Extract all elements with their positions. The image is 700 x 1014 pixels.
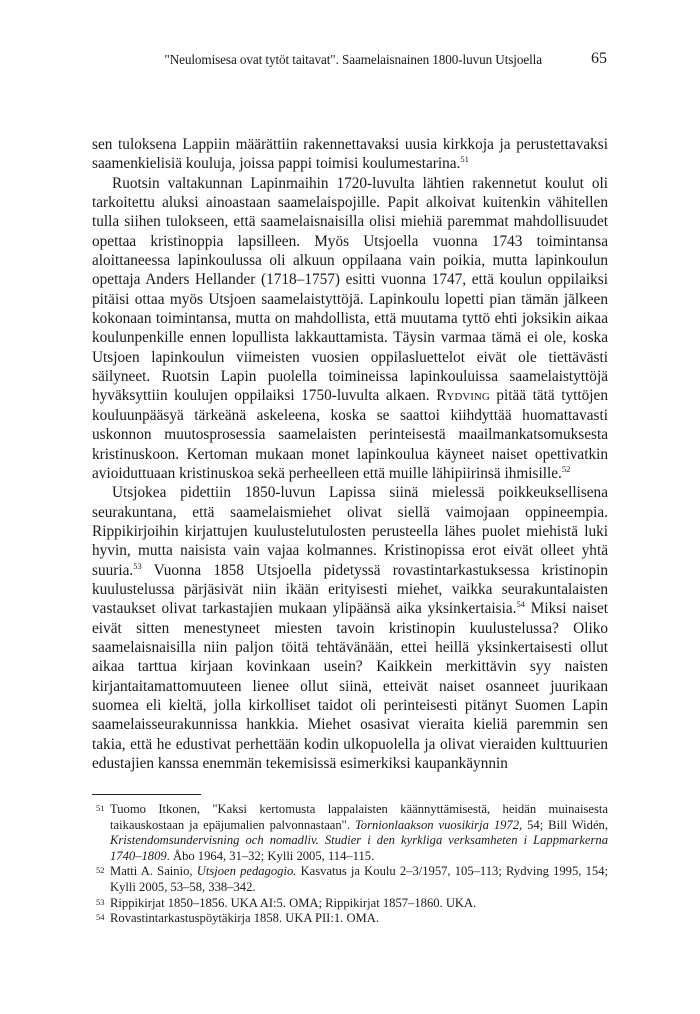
footnote-text: Rovastintarkastuspöytäkirja 1858. UKA PII:1. OMA. [110, 911, 379, 926]
footnote-number: 54 [96, 912, 105, 923]
footnote-text: Tuomo Itkonen, "Kaksi kertomusta lappalaisten käännyttämisestä, heidän muinaisesta taikauskostaan ja epäjumalien palvonnastaan". [110, 802, 608, 832]
paragraph [92, 135, 608, 174]
paragraph [92, 483, 608, 773]
running-header [0, 52, 700, 72]
footnotes [92, 802, 608, 927]
paragraph-text: Vuonna 1858 Utsjoella pidetyssä rovastintarkastuksessa kristinopin kuulustelussa pärjäsivät niin ikään erityisesti miehet, vaikka seurakuntalaisten vastaukset olivat tarkastajien mukaan ylipäänsä aika yksinkertaisia. [92, 561, 608, 618]
footnote-text: Kasvatus ja Koulu 2–3/1957, 105–113; Rydving 1995, 154; Kylli 2005, 53–58, 338–342. [110, 864, 608, 894]
footnote-text: Rippikirjat 1850–1856. UKA AI:5. OMA; Rippikirjat 1857–1860. UKA. [110, 895, 477, 910]
footnote-ref[interactable]: 52 [561, 463, 571, 474]
footnote-text: , 54; Bill Widén, [519, 817, 609, 832]
footnote-ref[interactable]: 51 [460, 154, 469, 165]
footnote-ref[interactable]: 53 [133, 560, 142, 571]
footnote-text: . Åbo 1964, 31–32; Kylli 2005, 114–115. [166, 848, 375, 863]
footnote-number: 51 [96, 803, 105, 813]
paragraph-text: Utsjokea pidettiin 1850-luvun Lapissa siinä mielessä poikkeuksellisena seurakuntana, että saamelaismiehet olivat siellä vaimojaan oppineempia. Rippikirjoihin kirjattujen kuulustelutulosten perusteella lähes puolet miehistä luki hyvin, mutta naisista vain vajaa kolmannes. Kristinopissa erot eivät olleet yhtä suuria. [92, 484, 608, 579]
footnote [92, 864, 608, 895]
footnote-text: Matti A. Sainio, [110, 864, 193, 879]
author-name: Rydving [436, 387, 490, 405]
paragraph-text: Miksi naiset eivät sitten menestyneet miesten tavoin kristinopin kuulustelussa? Oliko saamelaisnaisilla niin paljon töitä tehtävänään, ettei heillä yksinkertaisesti ollut aikaa tarttua kirjaan kovinkaan usein? Kaikkein merkittävin syy naisten kirjantaitamattomuuteen lienee ollut siinä, etteivät naiset osanneet juurikaan suomea eli kieltä, jolla kirkolliset taidot oli perinteisesti pitänyt Suomen Lapin saamelaisseurakunnissa hankkia. Miehet osasivat vieraita kieliä paremmin sen takia, että he edustivat perhettään kodin ulkopuolella ja olivat vieraiden kulttuurien edustajien kanssa enemmän tekemisissä esimerkiksi kaupankäynnin [92, 600, 608, 772]
body-text [92, 135, 608, 773]
paragraph-text: pitää tätä tyttöjen kouluunpääsyä tärkeänä askeleena, koska se saattoi kiihdyttää huomattavasti uskonnon muutosprosessia saamelaisten perinteisestä maailmankatsomuksesta kristinuskoon. Kertoman mukaan monet lapinkoulua käyneet naiset opettivatkin avioiduttuaan kristinuskoa sekä perheelleen että muille lähipiirinsä ihmisille. [92, 387, 608, 482]
footnote-number: 52 [96, 865, 105, 876]
footnote [92, 896, 608, 912]
footnote [92, 911, 608, 927]
footnote-title: Kristendomsundervisning och nomadliv. Studier i den kyrkliga verksamheten i Lappmarkerna 1740–1809 [110, 833, 608, 863]
footnote [92, 802, 608, 864]
footnote-divider [92, 794, 201, 795]
page-number: 65 [591, 50, 607, 67]
footnote-title: Utsjoen pedagogio. [196, 864, 297, 879]
running-title: "Neulomisesa ovat tytöt taitavat". Saamelaisnainen 1800-luvun Utsjoella [164, 52, 542, 67]
paragraph-text: sen tuloksena Lappiin määrättiin rakennettavaksi uusia kirkkoja ja perustettavaksi saamenkielisiä kouluja, joissa pappi toimisi koulumestarina. [92, 136, 608, 173]
footnote-number: 53 [96, 896, 105, 907]
footnote-title: Tornionlaakson vuosikirja 1972 [354, 817, 520, 832]
paragraph [92, 174, 608, 484]
paragraph-text: Ruotsin valtakunnan Lapinmaihin 1720-luvulta lähtien rakennetut koulut oli tarkoitettu aluksi ainoastaan saamelaispojille. Papit alkoivat kuitenkin vähitellen tulla siihen tulokseen, että saamelaisnaisilla olisi miehiä paremmat mahdollisuudet opettaa kristinoppia lapsilleen. Myös Utsjoella vuonna 1743 toimintansa aloittaneessa lapinkoulussa oli alkuun oppilaana vain poikia, mutta lapinkoulun opettaja Anders Hellander (1718–1757) esitti vuonna 1747, että koulun oppilaiksi pitäisi ottaa myös Utsjoen saamelaistyttöjä. Lapinkoulu lopetti pian tämän jälkeen kokonaan toimintansa, mutta on mahdollista, että muutama tyttö ehti joksikin aikaa koulunpenkille ennen lopullista lakkauttamista. Täysin varmaa tämä ei ole, koska Utsjoen lapinkoulun viimeisten vuosien oppilasluettelot eivät ole tiettävästi säilyneet. Ruotsin Lapin puolella toimineissa lapinkouluissa saamelaistyttöjä hyväksyttiin koulujen oppilaiksi 1750-luvulta alkaen. [92, 174, 608, 405]
footnote-ref[interactable]: 54 [516, 599, 525, 610]
